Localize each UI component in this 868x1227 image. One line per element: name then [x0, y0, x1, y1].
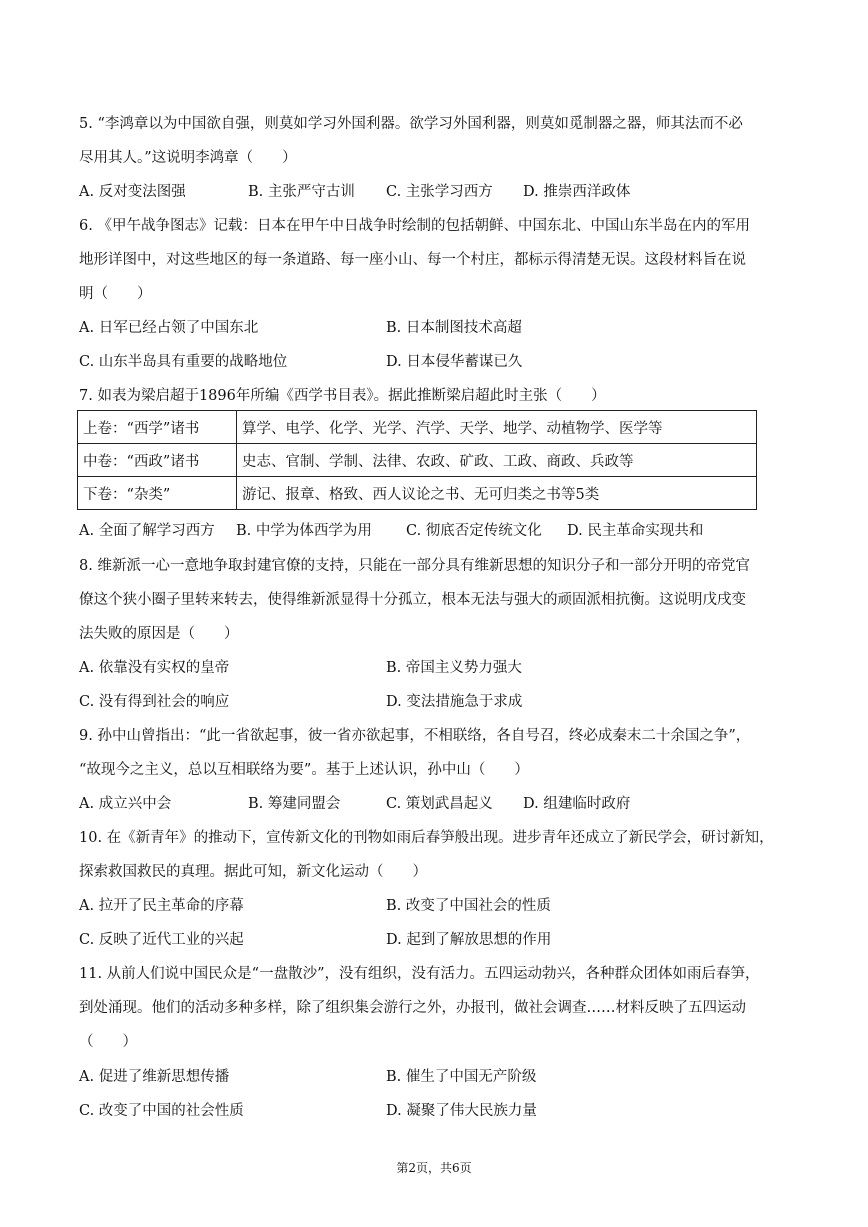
- q5-option-c: C. 主张学习西方: [386, 184, 493, 200]
- page-number-footer: 第2页，共6页: [396, 1161, 472, 1175]
- q10-option-a: A. 拉开了民主革命的序幕: [79, 898, 244, 914]
- q8-option-a: A. 依靠没有实权的皇帝: [79, 660, 230, 676]
- q7-option-b: B. 中学为体西学为用: [236, 523, 372, 539]
- table-cell: 中卷：“西政”诸书: [78, 444, 237, 477]
- q6-stem-line3: 明（ ）: [79, 286, 152, 302]
- q9-option-a: A. 成立兴中会: [79, 796, 172, 812]
- q9-option-b: B. 筹建同盟会: [248, 796, 341, 812]
- q10-stem-line2: 探索救国救民的真理。据此可知，新文化运动（ ）: [79, 864, 427, 880]
- q8-stem-line3: 法失败的原因是（ ）: [79, 626, 239, 642]
- table-cell: 游记、报章、格致、西人议论之书、无可归类之书等5类: [237, 477, 757, 510]
- q8-option-b: B. 帝国主义势力强大: [386, 660, 522, 676]
- table-row: [78, 477, 757, 510]
- q10-option-d: D. 起到了解放思想的作用: [386, 932, 552, 948]
- table-cell: 史志、官制、学制、法律、农政、矿政、工政、商政、兵政等: [237, 444, 757, 477]
- q7-stem-line1: 7. 如表为梁启超于1896年所编《西学书目表》。据此推断梁启超此时主张（ ）: [79, 388, 606, 404]
- q9-stem-line1: 9. 孙中山曾指出：“此一省欲起事，彼一省亦欲起事，不相联络，各自号召，终必成秦末二十余国之争”，: [79, 728, 751, 744]
- q7-option-d: D. 民主革命实现共和: [567, 523, 704, 539]
- q8-stem-line1: 8. 维新派一心一意地争取封建官僚的支持，只能在一部分具有维新思想的知识分子和一部分开明的帝党官: [79, 558, 750, 574]
- q11-option-b: B. 催生了中国无产阶级: [386, 1069, 537, 1085]
- q7-book-table: [77, 410, 757, 510]
- q9-option-d: D. 组建临时政府: [523, 796, 631, 812]
- q6-stem-line1: 6. 《甲午战争图志》记载：日本在甲午中日战争时绘制的包括朝鲜、中国东北、中国山东半岛在内的军用: [79, 218, 750, 234]
- q10-option-b: B. 改变了中国社会的性质: [386, 898, 551, 914]
- q11-option-a: A. 促进了维新思想传播: [79, 1069, 230, 1085]
- table-row: [78, 411, 757, 444]
- q11-stem-line2: 到处涌现。他们的活动多种多样，除了组织集会游行之外，办报刊，做社会调查……材料反映了五四运动: [79, 1000, 746, 1016]
- q11-option-c: C. 改变了中国的社会性质: [79, 1103, 244, 1119]
- q6-stem-line2: 地形详图中，对这些地区的每一条道路、每一座小山、每一个村庄，都标示得清楚无误。这段材料旨在说: [79, 252, 746, 268]
- q9-stem-line2: “故现今之主义，总以互相联络为要”。基于上述认识，孙中山（ ）: [79, 762, 529, 778]
- q6-option-a: A. 日军已经占领了中国东北: [79, 320, 259, 336]
- q5-stem-line2: 尽用其人。”这说明李鸿章（ ）: [79, 150, 297, 166]
- q6-option-b: B. 日本制图技术高超: [386, 320, 522, 336]
- q11-option-d: D. 凝聚了伟大民族力量: [386, 1103, 537, 1119]
- q6-option-c: C. 山东半岛具有重要的战略地位: [79, 354, 288, 370]
- q5-option-d: D. 推崇西洋政体: [523, 184, 631, 200]
- q5-option-b: B. 主张严守古训: [248, 184, 355, 200]
- q11-stem-line3: （ ）: [79, 1034, 137, 1050]
- table-cell: 下卷：“杂类”: [78, 477, 237, 510]
- q5-option-a: A. 反对变法图强: [79, 184, 186, 200]
- q7-option-a: A. 全面了解学习西方: [79, 523, 215, 539]
- q6-option-d: D. 日本侵华蓄谋已久: [386, 354, 523, 370]
- q5-stem-line1: 5. “李鸿章以为中国欲自强，则莫如学习外国利器。欲学习外国利器，则莫如觅制器之器，师其法而不必: [79, 116, 743, 132]
- q9-option-c: C. 策划武昌起义: [386, 796, 493, 812]
- q7-option-c: C. 彻底否定传统文化: [406, 523, 542, 539]
- table-row: [78, 444, 757, 477]
- table-cell: 算学、电学、化学、光学、汽学、天学、地学、动植物学、医学等: [237, 411, 757, 444]
- q8-option-c: C. 没有得到社会的响应: [79, 694, 230, 710]
- q8-option-d: D. 变法措施急于求成: [386, 694, 523, 710]
- q11-stem-line1: 11. 从前人们说中国民众是“一盘散沙”，没有组织，没有活力。五四运动勃兴，各种群众团体如雨后春笋，: [79, 966, 760, 982]
- q8-stem-line2: 僚这个狭小圈子里转来转去，使得维新派显得十分孤立，根本无法与强大的顽固派相抗衡。这说明戊戌变: [79, 592, 746, 608]
- q10-stem-line1: 10. 在《新青年》的推动下，宣传新文化的刊物如雨后春笋般出现。进步青年还成立了新民学会，研讨新知，: [79, 830, 774, 846]
- q10-option-c: C. 反映了近代工业的兴起: [79, 932, 244, 948]
- table-cell: 上卷：“西学”诸书: [78, 411, 237, 444]
